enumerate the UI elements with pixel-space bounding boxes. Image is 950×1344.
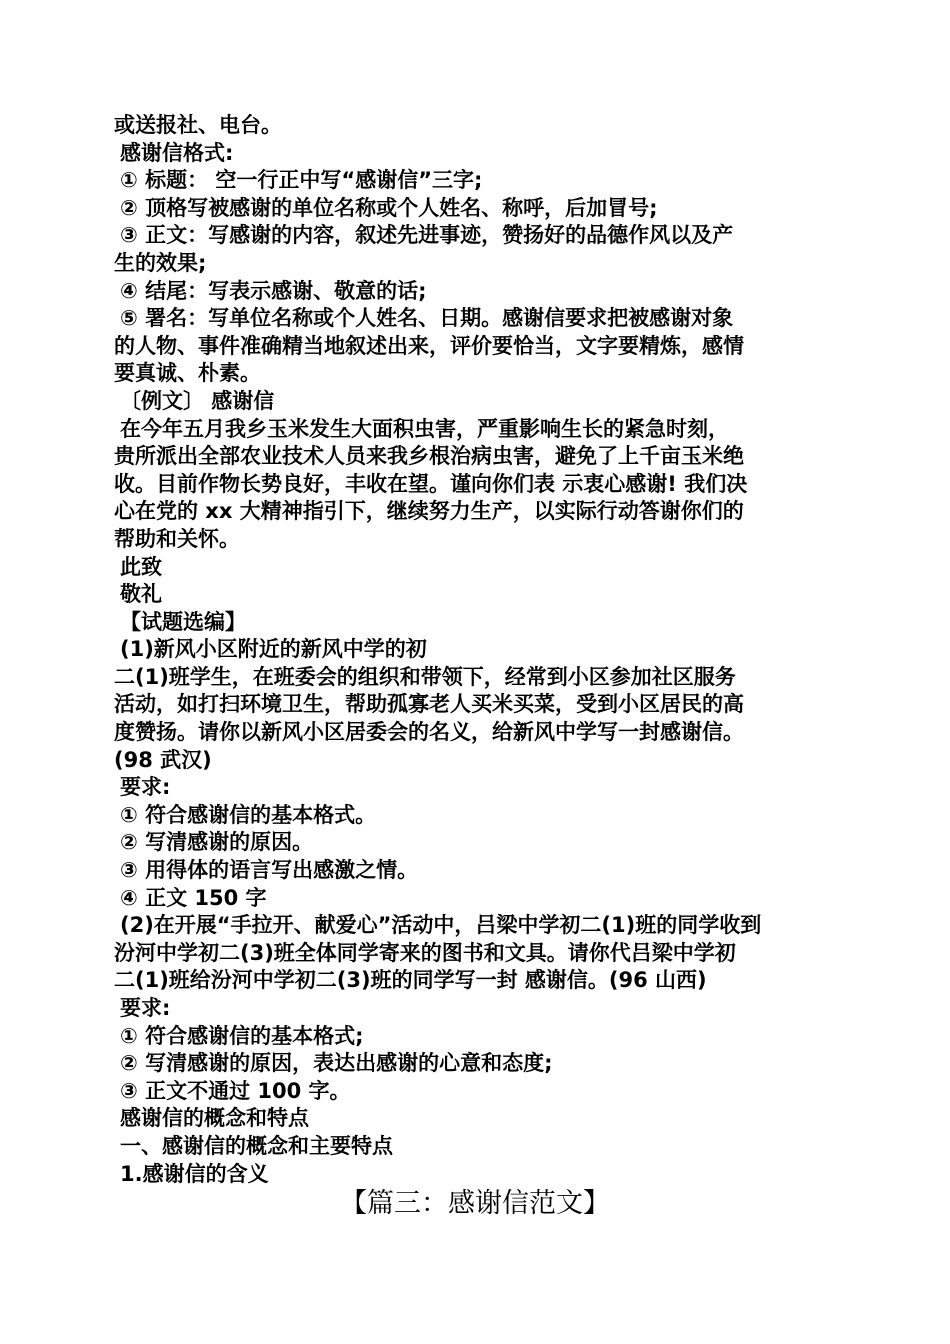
text-line: ① 符合感谢信的基本格式; (120, 1023, 364, 1048)
text-line: ④ 正文 150 字 (120, 885, 267, 910)
text-line: 心在党的 xx 大精神指引下，继续努力生产，以实际行动答谢你们的 (114, 499, 744, 524)
text-line: ② 写清感谢的原因。 (120, 830, 314, 855)
text-line: (98 武汉) (114, 747, 212, 772)
text-line: 或送报社、电台。 (114, 113, 282, 137)
text-line: 的人物、事件准确精当地叙述出来，评价要恰当，文字要精炼，感情 (114, 333, 744, 358)
text-line: 此致 (120, 554, 162, 579)
text-line: 二(1)班给汾河中学初二(3)班的同学写一封 感谢信。(96 山西) (114, 968, 707, 993)
text-line: 〔例文〕 感谢信 (120, 388, 275, 413)
text-line: ① 标题： 空一行正中写“感谢信”三字; (120, 168, 483, 193)
text-line: ③ 用得体的语言写出感激之情。 (120, 858, 419, 883)
text-line: (1)新风小区附近的新风中学的初 (120, 637, 427, 662)
text-line: ③ 正文：写感谢的内容，叙述先进事迹，赞扬好的品德作风以及产 (120, 223, 734, 248)
text-line: 度赞扬。请你以新风小区居委会的名义，给新风中学写一封感谢信。 (114, 720, 744, 745)
text-line: ⑤ 署名：写单位名称或个人姓名、日期。感谢信要求把被感谢对象 (120, 306, 734, 331)
text-line: 贵所派出全部农业技术人员来我乡根治病虫害，避免了上千亩玉米绝 (114, 444, 744, 469)
text-line: 【试题选编】 (120, 609, 246, 634)
text-line: 在今年五月我乡玉米发生大面积虫害，严重影响生长的紧急时刻， (120, 416, 729, 441)
document-body (114, 112, 844, 1188)
text-line: ① 符合感谢信的基本格式。 (120, 802, 377, 827)
text-line: 生的效果; (114, 250, 207, 275)
text-line: (2)在开展“手拉开、献爱心”活动中，吕梁中学初二(1)班的同学收到 (120, 913, 762, 938)
text-line: 敬礼 (120, 582, 162, 607)
text-line: ④ 结尾：写表示感谢、敬意的话; (120, 278, 427, 303)
text-line: 二(1)班学生，在班委会的组织和带领下，经常到小区参加社区服务 (114, 664, 736, 689)
text-line: 要求: (120, 996, 171, 1020)
section-title: 【篇三：感谢信范文】 (340, 1188, 610, 1219)
text-line: ② 写清感谢的原因，表达出感谢的心意和态度; (120, 1051, 553, 1076)
text-line: ③ 正文不通过 100 字。 (120, 1078, 351, 1103)
text-line: 帮助和关怀。 (114, 526, 240, 551)
text-line: 一、感谢信的概念和主要特点 (120, 1133, 393, 1158)
text-line: ② 顶格写被感谢的单位名称或个人姓名、称呼，后加冒号; (120, 195, 658, 220)
text-line: 要求: (120, 775, 171, 800)
text-line: 1.感谢信的含义 (120, 1161, 269, 1186)
text-line: 感谢信的概念和特点 (120, 1106, 309, 1131)
text-line: 感谢信格式: (120, 140, 234, 165)
text-line: 要真诚、朴素。 (114, 361, 261, 386)
text-line: 汾河中学初二(3)班全体同学寄来的图书和文具。请你代吕梁中学初 (114, 940, 736, 965)
text-line: 活动，如打扫环境卫生，帮助孤寡老人买米买菜，受到小区居民的高 (114, 692, 744, 717)
text-line: 收。目前作物长势良好，丰收在望。谨向你们表 示衷心感谢! 我们决 (114, 471, 748, 496)
